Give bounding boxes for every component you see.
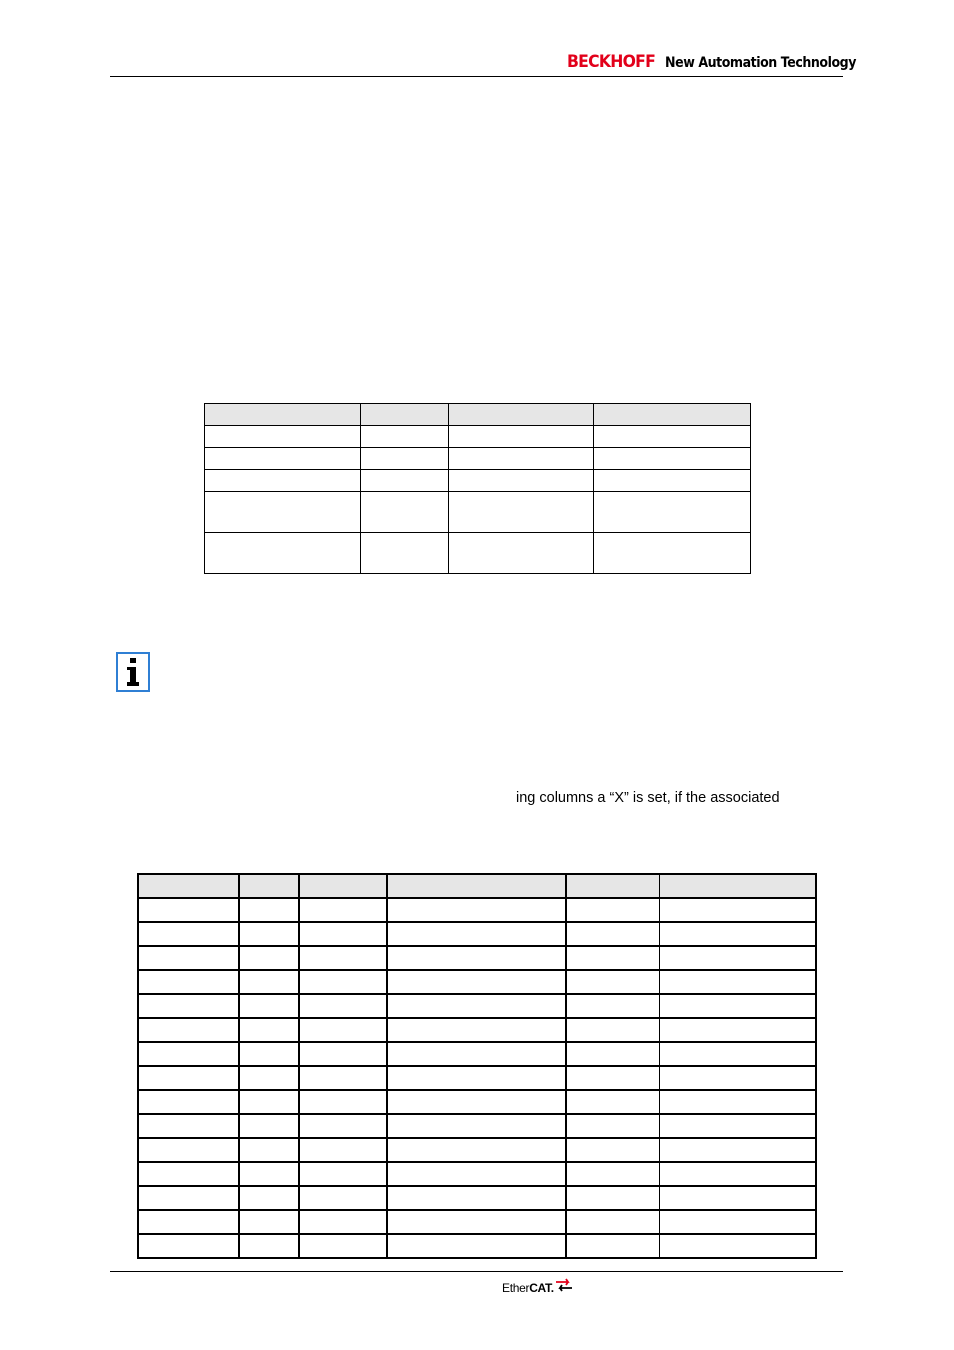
table-row — [138, 1138, 816, 1162]
table-row — [138, 1090, 816, 1114]
ethercat-text-cat: CAT. — [529, 1281, 554, 1295]
table-row — [138, 1018, 816, 1042]
table-row — [138, 994, 816, 1018]
table-row — [205, 426, 751, 448]
table-row — [138, 1066, 816, 1090]
header-rule — [110, 76, 843, 77]
brand-name: BECKHOFF — [567, 52, 656, 72]
table-row — [205, 492, 751, 533]
beckhoff-logo — [567, 52, 877, 76]
table-row — [138, 970, 816, 994]
table-row — [138, 898, 816, 922]
table-1 — [204, 403, 751, 574]
table-row — [138, 946, 816, 970]
ethercat-logo — [502, 1273, 573, 1295]
brand-tagline: New Automation Technology — [664, 55, 856, 71]
table-row — [138, 1234, 816, 1258]
table-row — [205, 470, 751, 492]
table-row — [138, 1114, 816, 1138]
table-row — [138, 922, 816, 946]
double-arrow-icon — [555, 1277, 573, 1293]
info-icon — [116, 652, 150, 692]
table-row — [138, 1162, 816, 1186]
table-header-row — [138, 874, 816, 898]
table-row — [138, 1186, 816, 1210]
footer-rule — [110, 1271, 843, 1272]
table-2 — [137, 873, 817, 1259]
table-row — [138, 1042, 816, 1066]
table-row — [138, 1210, 816, 1234]
table-header-row — [205, 404, 751, 426]
ethercat-text-ether: Ether — [502, 1281, 530, 1295]
paragraph-fragment: ing columns a “X” is set, if the associated — [516, 790, 780, 806]
table-row — [205, 533, 751, 574]
table-row — [205, 448, 751, 470]
